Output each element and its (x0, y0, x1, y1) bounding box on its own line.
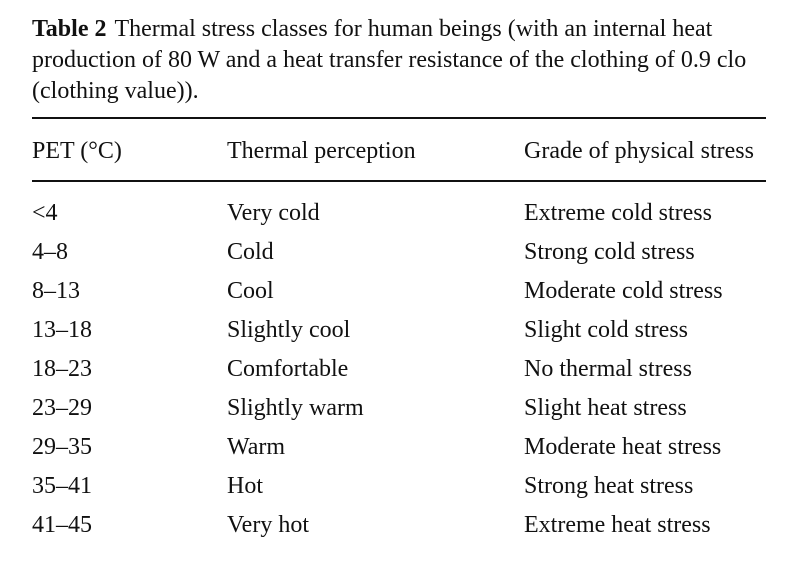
cell-pet: 13–18 (32, 317, 92, 343)
table-row (32, 506, 766, 545)
cell-stress: Extreme cold stress (524, 200, 712, 226)
table-header-row (32, 132, 766, 171)
table-caption-label: Table 2 (32, 16, 107, 42)
cell-perception: Very hot (227, 512, 309, 538)
table-row (32, 311, 766, 350)
cell-perception: Very cold (227, 200, 320, 226)
cell-perception: Comfortable (227, 356, 349, 382)
table-row (32, 389, 766, 428)
table-caption-text: Thermal stress classes for human beings (with an internal heat production of 80 W and a heat transfer resistance of the clothing of 0.9 clo (clothing value)). (32, 16, 747, 104)
cell-pet: 18–23 (32, 356, 92, 382)
cell-stress: Strong cold stress (524, 239, 695, 265)
cell-perception: Cool (227, 278, 274, 304)
cell-pet: 23–29 (32, 395, 92, 421)
table-caption (32, 14, 772, 107)
table-row (32, 272, 766, 311)
header-pet: PET (°C) (32, 138, 122, 164)
cell-perception: Slightly cool (227, 317, 351, 343)
cell-stress: Strong heat stress (524, 473, 694, 499)
cell-perception: Slightly warm (227, 395, 364, 421)
table-row (32, 428, 766, 467)
cell-pet: 4–8 (32, 239, 68, 265)
cell-pet: 41–45 (32, 512, 92, 538)
cell-perception: Cold (227, 239, 274, 265)
cell-pet: 8–13 (32, 278, 80, 304)
header-grade-of-stress: Grade of physical stress (524, 138, 754, 164)
cell-stress: No thermal stress (524, 356, 692, 382)
table-row (32, 350, 766, 389)
table-header-rule (32, 180, 766, 182)
cell-pet: <4 (32, 200, 58, 226)
table-row (32, 194, 766, 233)
cell-stress: Slight heat stress (524, 395, 687, 421)
cell-stress: Moderate cold stress (524, 278, 723, 304)
table-row (32, 233, 766, 272)
table-row (32, 467, 766, 506)
cell-stress: Extreme heat stress (524, 512, 711, 538)
cell-pet: 35–41 (32, 473, 92, 499)
cell-perception: Warm (227, 434, 286, 460)
table-top-rule (32, 117, 766, 119)
cell-pet: 29–35 (32, 434, 92, 460)
cell-stress: Moderate heat stress (524, 434, 722, 460)
cell-perception: Hot (227, 473, 263, 499)
header-thermal-perception: Thermal perception (227, 138, 416, 164)
cell-stress: Slight cold stress (524, 317, 689, 343)
